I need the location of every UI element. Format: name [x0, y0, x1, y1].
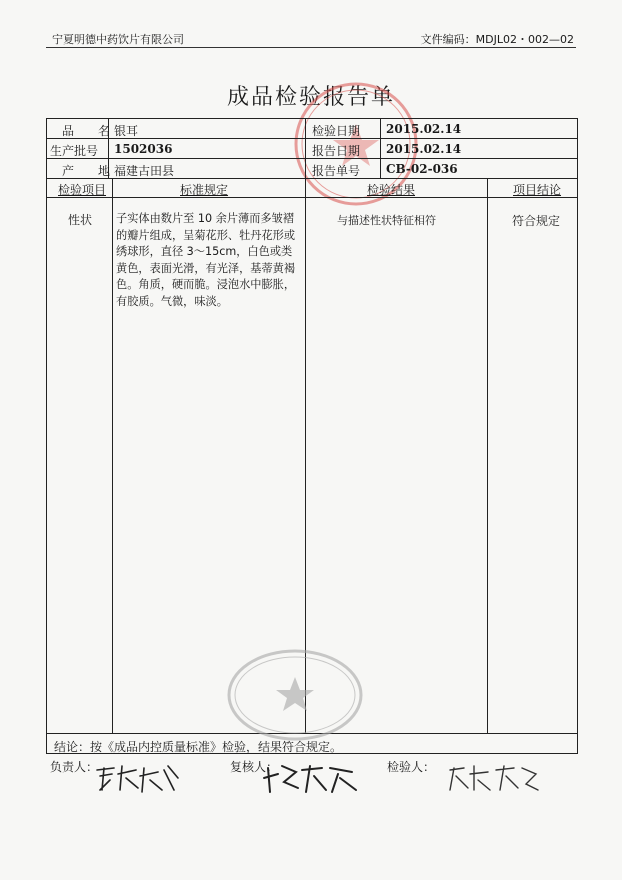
reviewer-signature	[262, 760, 362, 796]
report-no-label: 报告单号	[312, 164, 361, 178]
batch-value: 1502036	[114, 142, 173, 156]
col-divider	[380, 118, 381, 178]
item-conclusion: 符合规定	[512, 214, 561, 228]
header-standard: 标准规定	[180, 183, 229, 197]
company-name: 宁夏明德中药饮片有限公司	[52, 33, 184, 46]
conclusion-text: 结论：按《成品内控质量标准》检验，结果符合规定。	[54, 740, 343, 754]
col-divider	[487, 178, 488, 733]
page-title: 成品检验报告单	[226, 85, 395, 110]
header-result: 检验结果	[367, 183, 416, 197]
responsible-label: 负责人：	[50, 760, 99, 774]
quality-inspection-seal	[225, 645, 365, 745]
document-code: 文件编码：MDJL02・002—02	[420, 33, 574, 46]
inspector-signature	[444, 760, 544, 796]
header-test-item: 检验项目	[58, 183, 107, 197]
header-conclusion: 项目结论	[513, 183, 562, 197]
inspector-label: 检验人：	[387, 760, 436, 774]
col-divider	[112, 178, 113, 733]
row-divider	[46, 197, 578, 198]
col-divider	[305, 118, 306, 733]
batch-label: 生产批号	[50, 144, 99, 158]
origin-label: 产 地	[62, 164, 111, 178]
product-label: 品 名	[62, 124, 111, 138]
report-no-value: CB-02-036	[386, 162, 458, 176]
standard-text: 子实体由数片至 10 余片薄而多皱褶的瓣片组成，呈菊花形、牡丹花形或绣球形，直径 3～15cm，白色或类黄色，表面光滑，有光泽，基蒂黄褐色。角质，硬而脆。浸泡水中膨胀，有胶质。气微，味淡。	[116, 212, 296, 308]
test-result: 与描述性状特征相符	[337, 214, 436, 227]
responsible-signature	[92, 760, 182, 796]
inspect-date-label: 检验日期	[312, 124, 361, 138]
report-date-value: 2015.02.14	[386, 142, 462, 156]
reviewer-label: 复核人：	[230, 760, 279, 774]
test-item-appearance: 性状	[68, 213, 93, 227]
inspect-date-value: 2015.02.14	[386, 122, 462, 136]
origin-value: 福建古田县	[114, 164, 175, 178]
header-divider	[46, 47, 576, 48]
product-value: 银耳	[114, 124, 139, 138]
report-date-label: 报告日期	[312, 144, 361, 158]
